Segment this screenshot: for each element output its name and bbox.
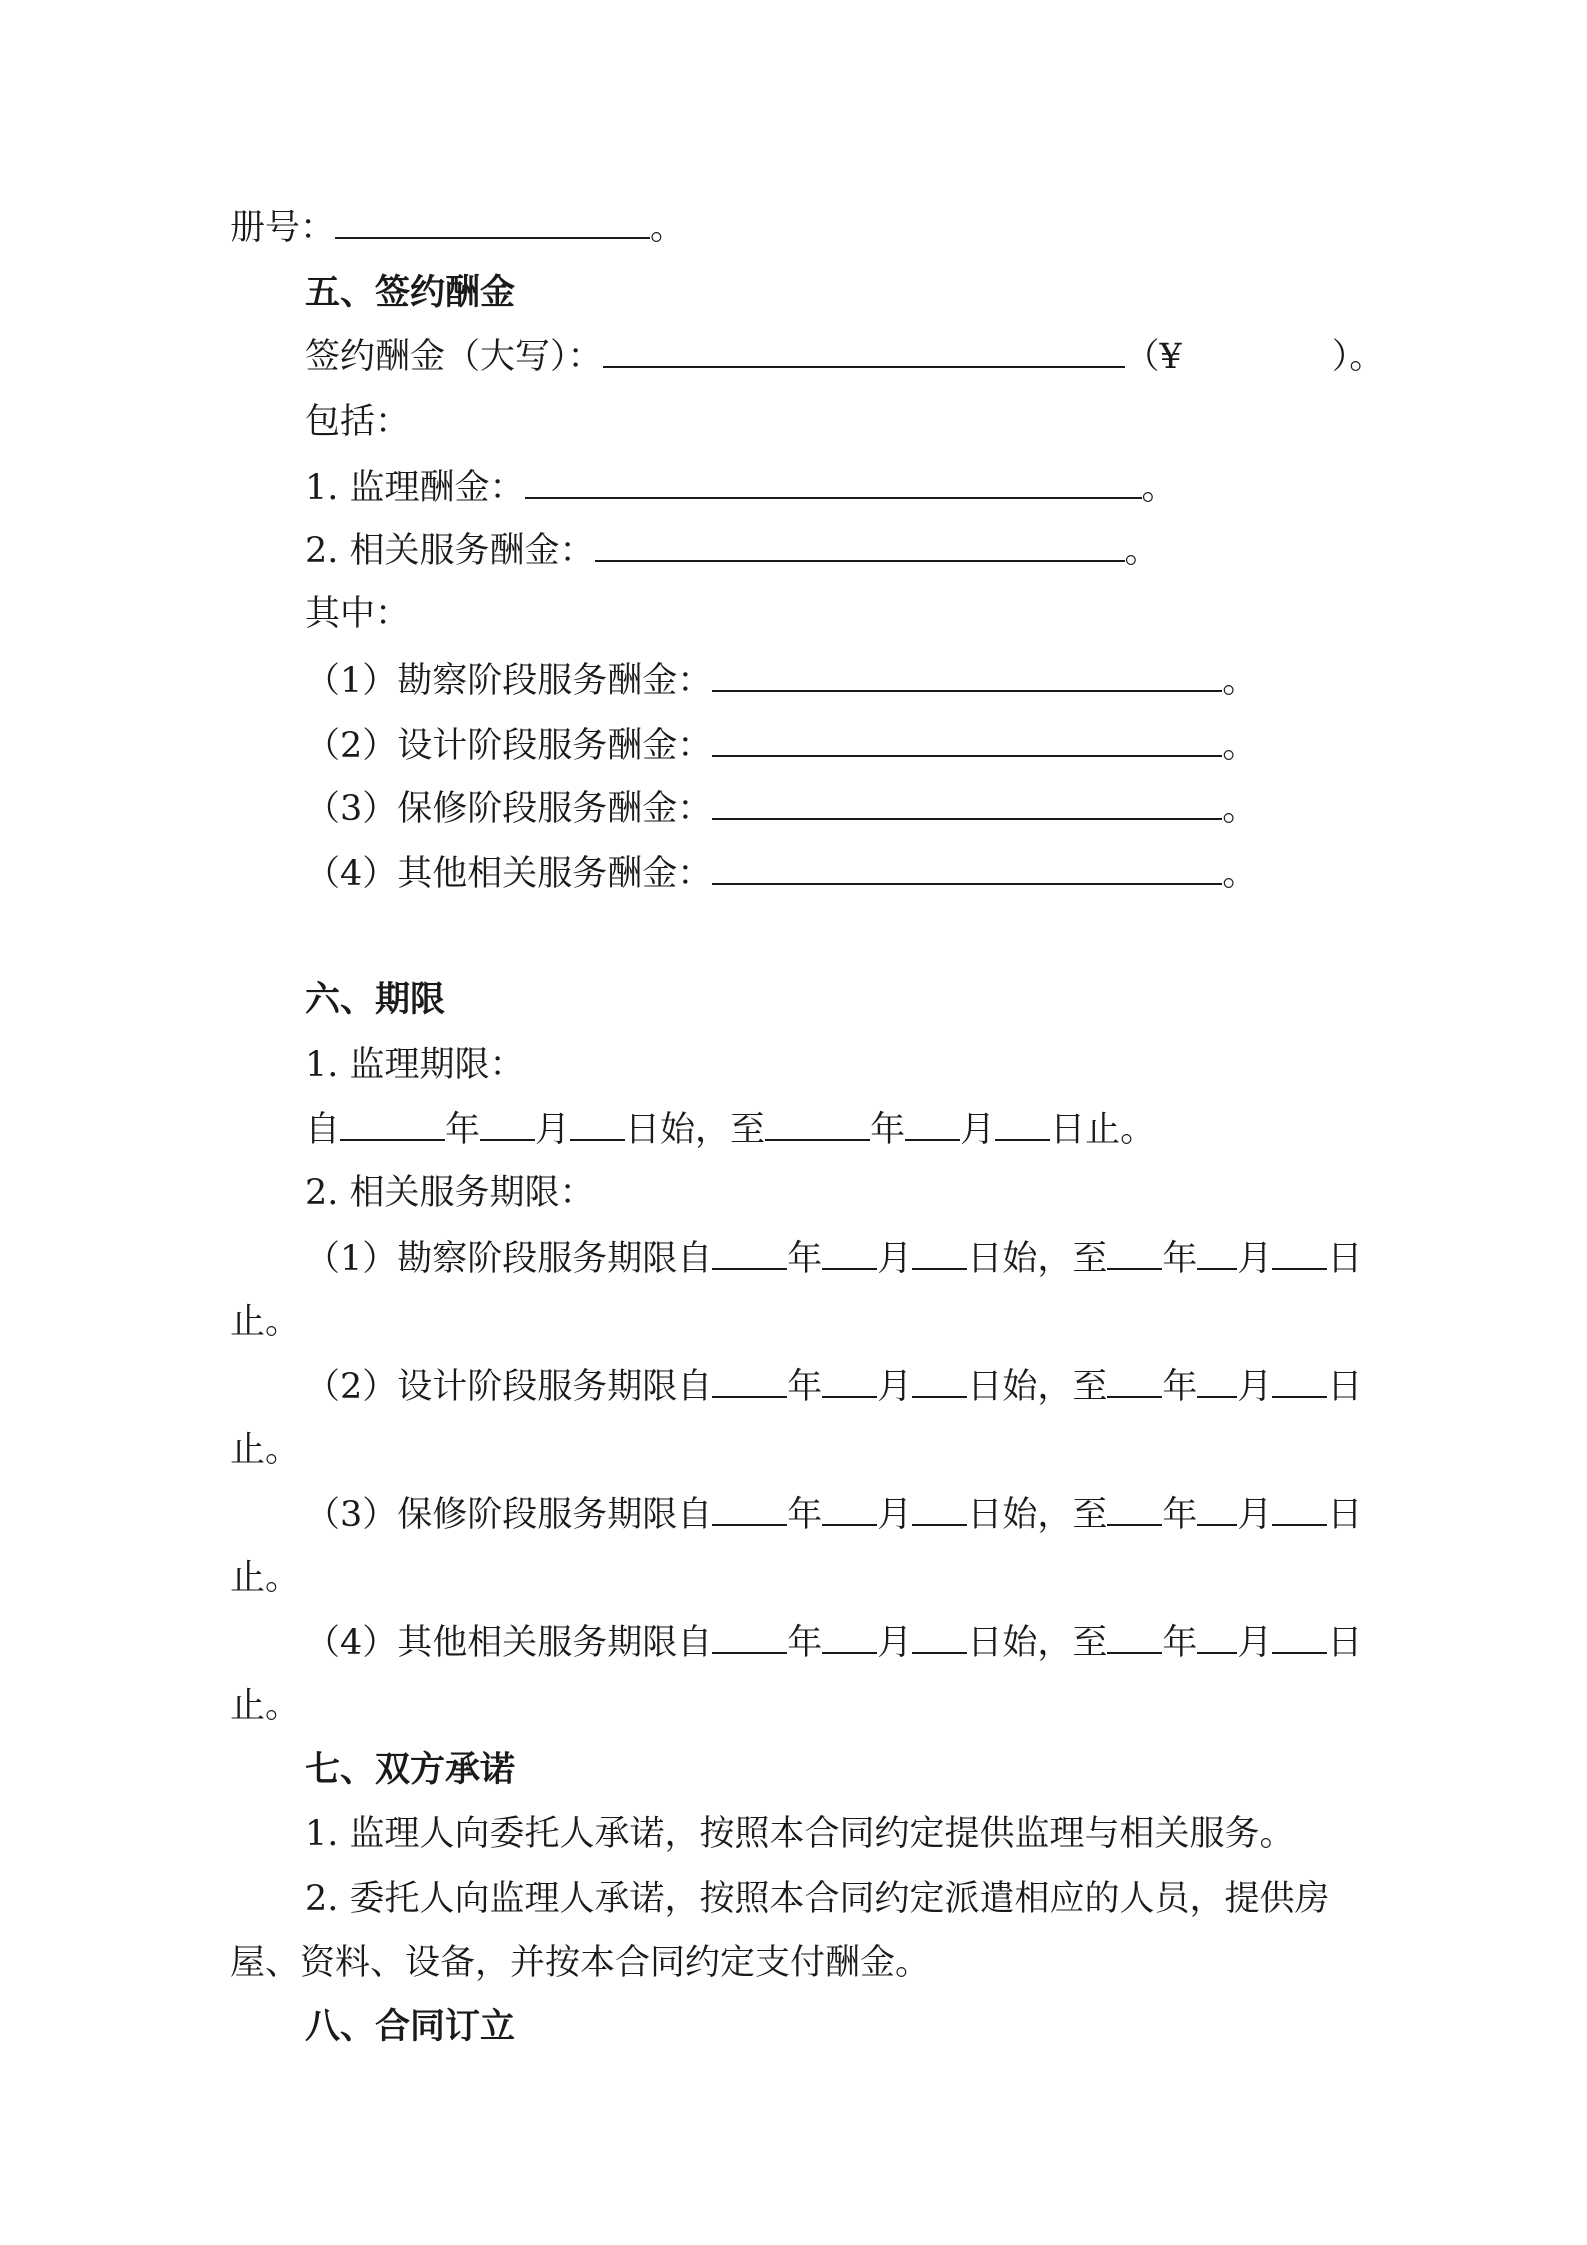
start-month-blank[interactable] [480, 1109, 535, 1141]
survey-fee-blank[interactable] [712, 660, 1222, 692]
day-blank[interactable] [912, 1494, 967, 1526]
day-blank[interactable] [1272, 1494, 1327, 1526]
registration-number-line [230, 207, 685, 247]
includes-line: 包括： [305, 402, 411, 442]
end-month-blank[interactable] [905, 1109, 960, 1141]
year-text: 年 [787, 1367, 823, 1407]
warranty-fee-label: （3）保修阶段服务酬金： [305, 789, 713, 829]
related-service-fee-line [305, 530, 1160, 570]
period: 。 [1222, 726, 1258, 766]
other-period-stop: 止。 [230, 1686, 301, 1726]
month-text: 月 [1237, 1495, 1273, 1535]
supervision-fee-label: 1. 监理酬金： [305, 468, 525, 508]
month-text: 月 [1237, 1367, 1273, 1407]
month-text: 月 [535, 1110, 571, 1150]
year-blank[interactable] [712, 1238, 787, 1270]
survey-fee-label: （1）勘察阶段服务酬金： [305, 661, 713, 701]
period: 。 [1141, 468, 1177, 508]
currency-close: ）。 [1331, 337, 1385, 377]
month-text: 月 [877, 1367, 913, 1407]
registration-number-blank[interactable] [335, 207, 650, 239]
day-start-text: 日始，至 [967, 1495, 1108, 1535]
design-period-line [305, 1366, 1362, 1406]
warranty-fee-blank[interactable] [712, 788, 1222, 820]
supervision-fee-line [305, 467, 1177, 507]
design-fee-label: （2）设计阶段服务酬金： [305, 726, 713, 766]
year-text: 年 [787, 1495, 823, 1535]
day-start-text: 日始，至 [967, 1367, 1108, 1407]
day-start-text: 日始，至 [967, 1623, 1108, 1663]
month-blank[interactable] [822, 1494, 877, 1526]
day-text: 日 [1327, 1239, 1363, 1279]
contract-fee-uppercase-blank[interactable] [603, 336, 1125, 368]
design-fee-line [305, 725, 1257, 765]
year-blank[interactable] [1107, 1622, 1162, 1654]
month-text: 月 [1237, 1623, 1273, 1663]
year-blank[interactable] [1107, 1238, 1162, 1270]
year-blank[interactable] [712, 1622, 787, 1654]
client-commitment-line-1: 2. 委托人向监理人承诺，按照本合同约定派遣相应的人员，提供房 [305, 1879, 1330, 1919]
contract-fee-line [305, 336, 1384, 376]
month-text: 月 [877, 1239, 913, 1279]
related-service-fee-blank[interactable] [595, 530, 1125, 562]
day-blank[interactable] [1272, 1622, 1327, 1654]
year-text: 年 [870, 1110, 906, 1150]
supervision-period-title: 1. 监理期限： [305, 1045, 525, 1085]
registration-number-label: 册号： [230, 208, 336, 248]
other-period-line [305, 1622, 1362, 1662]
day-blank[interactable] [1272, 1238, 1327, 1270]
period: 。 [650, 208, 686, 248]
other-fee-label: （4）其他相关服务酬金： [305, 854, 713, 894]
design-period-stop: 止。 [230, 1430, 301, 1470]
year-text: 年 [787, 1239, 823, 1279]
month-blank[interactable] [822, 1366, 877, 1398]
design-fee-blank[interactable] [712, 725, 1222, 757]
client-commitment-line-2: 屋、资料、设备，并按本合同约定支付酬金。 [230, 1943, 931, 1983]
survey-fee-line [305, 660, 1257, 700]
other-fee-line [305, 853, 1257, 893]
survey-period-stop: 止。 [230, 1302, 301, 1342]
month-blank[interactable] [822, 1622, 877, 1654]
month-blank[interactable] [1197, 1622, 1237, 1654]
year-text: 年 [1162, 1495, 1198, 1535]
day-blank[interactable] [1272, 1366, 1327, 1398]
design-period-label: （2）设计阶段服务期限自 [305, 1367, 713, 1407]
warranty-period-stop: 止。 [230, 1558, 301, 1598]
period: 。 [1222, 661, 1258, 701]
related-service-fee-label: 2. 相关服务酬金： [305, 531, 595, 571]
year-text: 年 [445, 1110, 481, 1150]
from-text: 自 [305, 1110, 341, 1150]
currency-open: （¥ [1124, 337, 1182, 377]
month-text: 月 [960, 1110, 996, 1150]
year-blank[interactable] [1107, 1366, 1162, 1398]
related-service-period-title: 2. 相关服务期限： [305, 1173, 595, 1213]
warranty-fee-line [305, 788, 1257, 828]
year-text: 年 [787, 1623, 823, 1663]
period: 。 [1222, 789, 1258, 829]
month-blank[interactable] [822, 1238, 877, 1270]
day-blank[interactable] [912, 1238, 967, 1270]
day-start-text: 日始，至 [967, 1239, 1108, 1279]
day-text: 日 [1327, 1623, 1363, 1663]
month-blank[interactable] [1197, 1366, 1237, 1398]
end-day-blank[interactable] [995, 1109, 1050, 1141]
year-text: 年 [1162, 1367, 1198, 1407]
section-5-heading: 五、签约酬金 [305, 273, 516, 313]
supervision-fee-blank[interactable] [525, 467, 1142, 499]
month-text: 月 [1237, 1239, 1273, 1279]
day-blank[interactable] [912, 1366, 967, 1398]
day-start-text: 日始，至 [625, 1110, 766, 1150]
year-text: 年 [1162, 1623, 1198, 1663]
year-blank[interactable] [712, 1366, 787, 1398]
section-7-heading: 七、双方承诺 [305, 1750, 516, 1790]
year-blank[interactable] [712, 1494, 787, 1526]
year-blank[interactable] [1107, 1494, 1162, 1526]
survey-period-line [305, 1238, 1362, 1278]
day-text: 日 [1327, 1367, 1363, 1407]
warranty-period-line [305, 1494, 1362, 1534]
month-blank[interactable] [1197, 1494, 1237, 1526]
among-line: 其中： [305, 594, 411, 634]
year-text: 年 [1162, 1239, 1198, 1279]
survey-period-label: （1）勘察阶段服务期限自 [305, 1239, 713, 1279]
day-end-text: 日止。 [1050, 1110, 1156, 1150]
period: 。 [1222, 854, 1258, 894]
supervision-period-dates [305, 1109, 1155, 1149]
period: 。 [1124, 531, 1160, 571]
supervisor-commitment: 1. 监理人向委托人承诺，按照本合同约定提供监理与相关服务。 [305, 1814, 1295, 1854]
start-year-blank[interactable] [340, 1109, 445, 1141]
month-text: 月 [877, 1623, 913, 1663]
contract-fee-label: 签约酬金（大写）： [305, 337, 603, 377]
end-year-blank[interactable] [765, 1109, 870, 1141]
section-8-heading: 八、合同订立 [305, 2007, 516, 2047]
day-text: 日 [1327, 1495, 1363, 1535]
other-fee-blank[interactable] [712, 853, 1222, 885]
month-text: 月 [877, 1495, 913, 1535]
month-blank[interactable] [1197, 1238, 1237, 1270]
other-period-label: （4）其他相关服务期限自 [305, 1623, 713, 1663]
warranty-period-label: （3）保修阶段服务期限自 [305, 1495, 713, 1535]
day-blank[interactable] [912, 1622, 967, 1654]
start-day-blank[interactable] [570, 1109, 625, 1141]
section-6-heading: 六、期限 [305, 980, 446, 1020]
